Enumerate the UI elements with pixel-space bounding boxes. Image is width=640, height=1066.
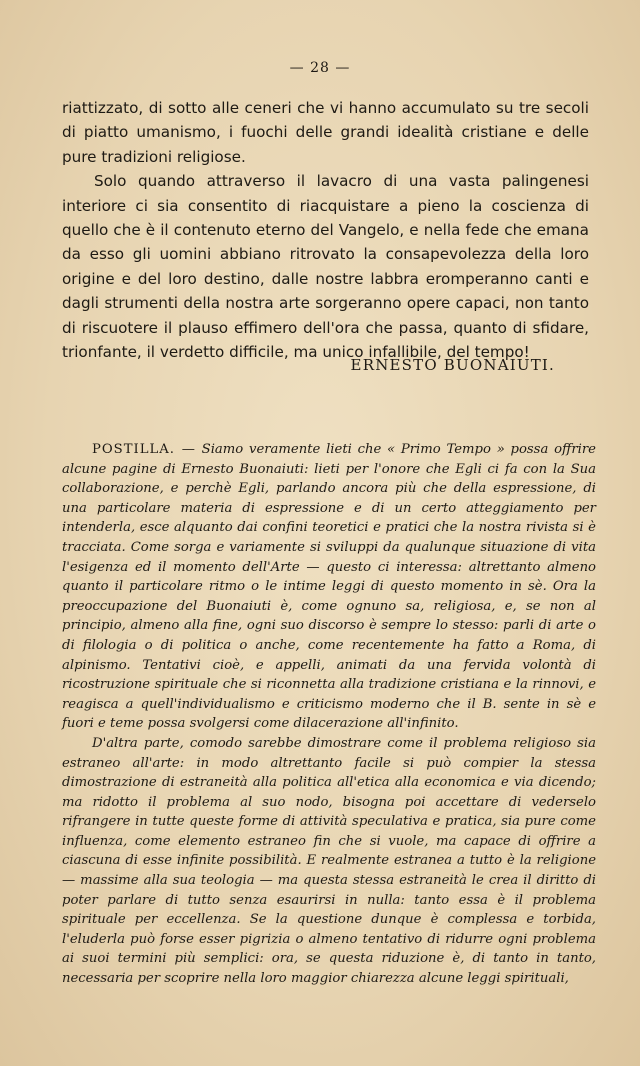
essay-paragraph-2: Solo quando attraverso il lavacro di una vasta palingenesi interiore ci sia consentito di riacquistare a pieno la coscienza di quello che è il contenuto eterno del Vangelo, e nella fede che emana da esso gli uomini abbiano ritrovato la consapevolezza della loro origine e del loro destino, dalle nostre labbra eromperanno canti e dagli strumenti della nostra arte sorgeranno opere capaci, non tanto di riscuotere il plauso effimero dell'ora che passa, quanto di sfidare, trionfante, il verdetto difficile, ma unico infallibile, del tempo!: [62, 172, 589, 362]
essay-body: [62, 96, 589, 364]
author-signature: ERNESTO BUONAIUTI.: [350, 356, 555, 374]
postilla-paragraph-1: [62, 440, 596, 734]
postilla-paragraph-1-text: Siamo veramente lieti che « Primo Tempo » possa offrire alcune pagine di Ernesto Buonaiuti: lieti per l'onore che Egli ci fa con la Sua collaborazione, e perchè Egli, parlando ancora più che della espressione, di una particolare materia di espressione e di un certo atteggiamento per intenderla, esce alquanto dai confini teoretici e pratici che la nostra rivista si è tracciata. Come sorga e variamente si sviluppi da qualunque situazione di vita l'esigenza ed il momento dell'Arte — questo ci interessa: altrettanto almeno quanto il particolare ritmo o le intime leggi di questo momento in sè. Ora la preoccupazione del Buonaiuti è, come ognuno sa, religiosa, e, se non al principio, almeno alla fine, ogni suo discorso è sempre lo stesso: parli di arte o di filologia o di politica o anche, come recentemente ha fatto a Roma, di alpinismo. Tentativi cioè, e appelli, animati da una fervida volontà di ricostruzione spirituale che si riconnetta alla tradizione cristiana e la rinnovi, e reagisca a quell'individualismo e criticismo moderno che il B. sente in sè e fuori e teme possa svolgersi come dilacerazione all'infinito.: [62, 442, 596, 732]
postilla-paragraph-2: D'altra parte, comodo sarebbe dimostrare come il problema religioso sia estraneo all'arte: in modo altrettanto facile si può compier la stessa dimostrazione di estraneità alla politica all'etica alla economica e via dicendo; ma ridotto il problema al suo nodo, bisogna poi accettare di vederselo rifrangere in tutte queste forme di attività speculativa e pratica, sia pure come influenza, come elemento estraneo fin che si vuole, ma capace di offrire a ciascuna di esse infinite possibilità. E realmente estranea a tutto è la religione — massime alla sua teologia — ma questa stessa estraneità le crea il diritto di poter parlare di tutto senza esaurirsi in nulla: tanto essa è il problema spirituale per eccellenza. Se la questione dunque è complessa e torbida, l'eluderla può forse esser pigrizia o almeno tentativo di ridurre ogni problema ai suoi termini più semplici: ora, se questa riduzione è, di tanto in tanto, necessaria per scoprire nella loro maggior chiarezza alcune leggi spirituali,: [62, 735, 596, 987]
page-number: — 28 —: [289, 60, 351, 76]
postilla-section: [62, 440, 596, 989]
essay-paragraph-1: riattizzato, di sotto alle ceneri che vi hanno accumulato su tre secoli di piatto umanismo, i fuochi delle grandi idealità cristiane e delle pure tradizioni religiose.: [62, 99, 589, 166]
postilla-heading: POSTILLA. —: [92, 442, 196, 457]
